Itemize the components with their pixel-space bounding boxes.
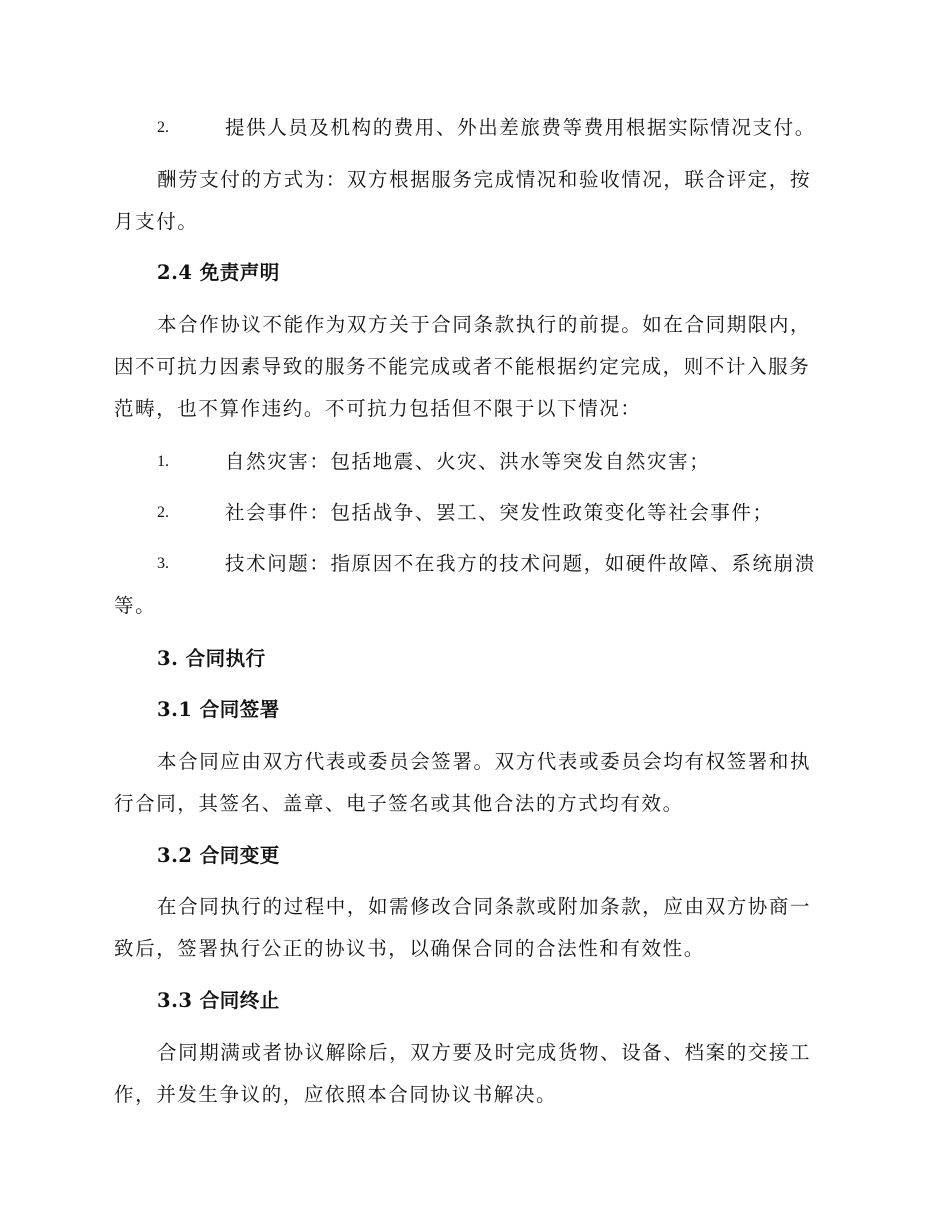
- paragraph-line: 致后，签署执行公正的协议书，以确保合同的合法性和有效性。: [114, 937, 705, 960]
- paragraph-line: 等。: [114, 594, 157, 617]
- list-number: 3.: [157, 555, 169, 572]
- list-number: 1.: [157, 453, 169, 470]
- paragraph-line: 酬劳支付的方式为：双方根据服务完成情况和验收情况，联合评定，按: [157, 168, 812, 191]
- paragraph-line: 范畴，也不算作违约。不可抗力包括但不限于以下情况：: [114, 397, 642, 420]
- paragraph-line: 在合同执行的过程中，如需修改合同条款或附加条款，应由双方协商一: [157, 895, 812, 918]
- section-heading: 3. 合同执行: [157, 647, 266, 670]
- paragraph-line: 合同期满或者协议解除后，双方要及时完成货物、设备、档案的交接工: [157, 1041, 812, 1064]
- list-item-text: 技术问题：指原因不在我方的技术问题，如硬件故障、系统崩溃: [225, 552, 816, 575]
- section-heading: 3.3 合同终止: [157, 989, 280, 1012]
- paragraph-line: 作，并发生争议的，应依照本合同协议书解决。: [114, 1083, 558, 1106]
- section-heading: 2.4 免责声明: [157, 261, 280, 284]
- paragraph-line: 因不可抗力因素导致的服务不能完成或者不能根据约定完成，则不计入服务: [114, 355, 811, 378]
- list-number: 2.: [157, 119, 169, 136]
- paragraph-line: 月支付。: [114, 210, 199, 233]
- list-item-text: 社会事件：包括战争、罢工、突发性政策变化等社会事件；: [225, 501, 774, 524]
- section-heading: 3.2 合同变更: [157, 844, 280, 867]
- paragraph-line: 行合同，其签名、盖章、电子签名或其他合法的方式均有效。: [114, 792, 684, 815]
- paragraph-line: 本合同应由双方代表或委员会签署。双方代表或委员会均有权签署和执: [157, 750, 812, 773]
- section-heading: 3.1 合同签署: [157, 698, 280, 721]
- list-item-text: 自然灾害：包括地震、火灾、洪水等突发自然灾害；: [225, 450, 711, 473]
- paragraph-line: 本合作协议不能作为双方关于合同条款执行的前提。如在合同期限内，: [157, 313, 812, 336]
- list-item-text: 提供人员及机构的费用、外出差旅费等费用根据实际情况支付。: [225, 116, 816, 139]
- list-number: 2.: [157, 504, 169, 521]
